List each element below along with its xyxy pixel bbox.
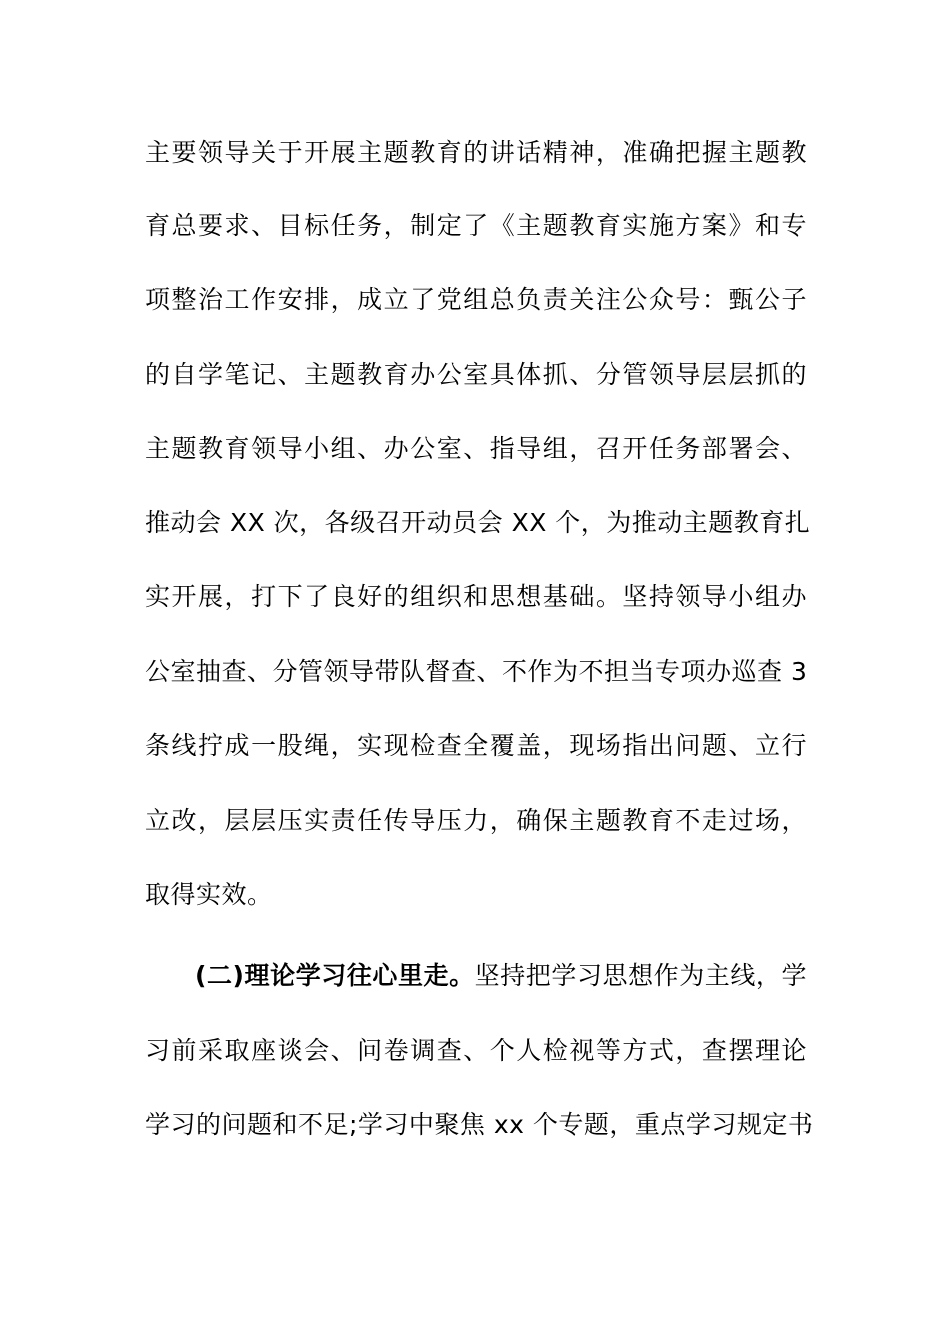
paragraph-line: 主题教育领导小组、办公室、指导组，召开任务部署会、 <box>145 434 807 463</box>
section-first-line-text: 坚持把学习思想作为主线，学 <box>474 961 807 990</box>
paragraph-line: 推动会 XX 次，各级召开动员会 XX 个，为推动主题教育扎 <box>145 508 811 537</box>
paragraph-last-line: 取得实效。 <box>145 880 273 909</box>
paragraph-line: 习前采取座谈会、问卷调查、个人检视等方式，查摆理论 <box>145 1036 807 1065</box>
paragraph-line: 主要领导关于开展主题教育的讲话精神，准确把握主题教 <box>145 138 807 167</box>
paragraph-line: 立改，层层压实责任传导压力，确保主题教育不走过场， <box>145 806 807 835</box>
paragraph-line: 育总要求、目标任务，制定了《主题教育实施方案》和专 <box>145 211 807 240</box>
paragraph-line: 的自学笔记、主题教育办公室具体抓、分管领导层层抓的 <box>145 360 807 389</box>
section-first-line <box>195 956 807 996</box>
paragraph-line: 条线拧成一股绳，实现检查全覆盖，现场指出问题、立行 <box>145 731 807 760</box>
paragraph-line: 实开展，打下了良好的组织和思想基础。坚持领导小组办 <box>145 582 807 611</box>
section-heading: (二)理论学习往心里走。 <box>195 961 475 990</box>
paragraph-line: 项整治工作安排，成立了党组总负责关注公众号：甄公子 <box>145 285 807 314</box>
paragraph-line: 学习的问题和不足;学习中聚焦 xx 个专题，重点学习规定书 <box>145 1110 814 1139</box>
paragraph-line: 公室抽查、分管领导带队督查、不作为不担当专项办巡查 3 <box>145 657 808 686</box>
